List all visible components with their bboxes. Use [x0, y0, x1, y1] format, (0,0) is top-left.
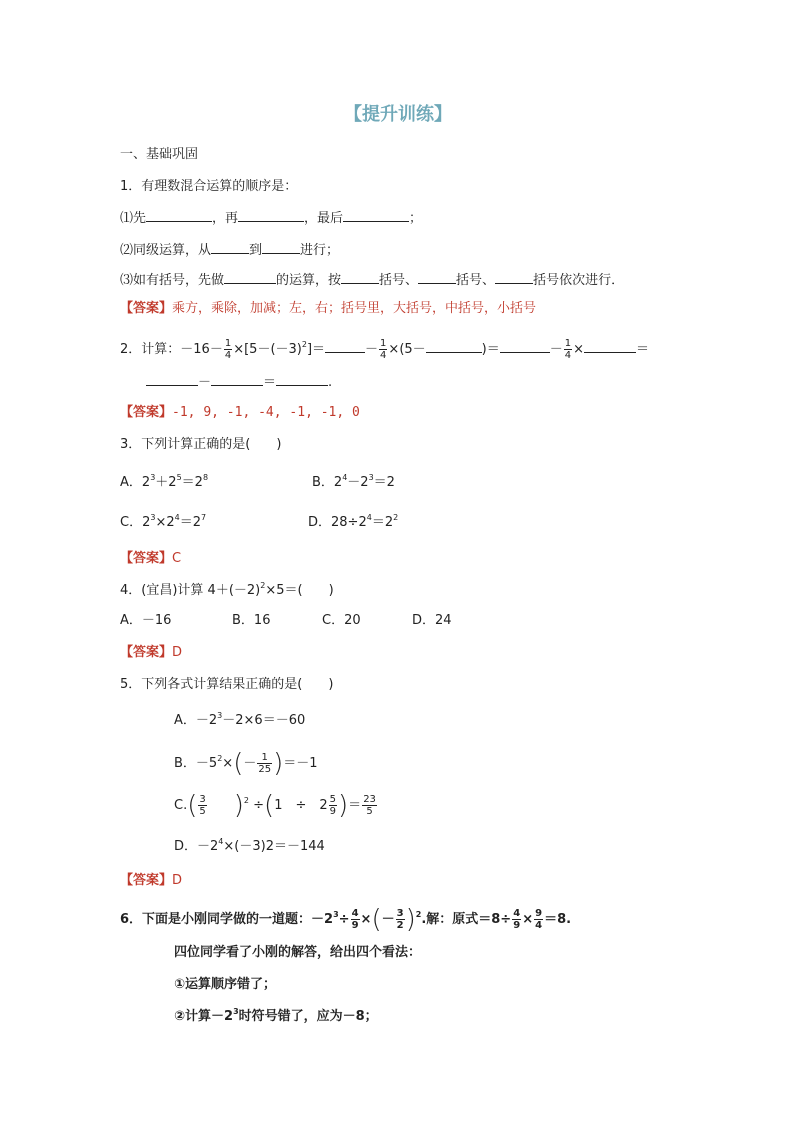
q2-line1: 2．计算：－16－ $\frac{1}{4}$ $\times[5-(-3)^2]=$ － $\frac{1}{4}$ ×(5－ )＝ － $\frac{1}{4}$ × ＝ [120, 338, 650, 361]
q3-answer [120, 550, 181, 568]
q3-stem: 3．下列计算正确的是( ) [120, 437, 282, 452]
q4-option-d[interactable]: D．24 [412, 613, 452, 628]
answer-text: D [172, 873, 183, 888]
blank[interactable] [146, 208, 212, 222]
q3-option-b[interactable]: B．$2^4-2^3=2$ [312, 473, 395, 490]
q3-option-a[interactable]: A．$2^3+2^5=2^8$ [120, 473, 209, 490]
q3-option-d[interactable]: D．$28\div 2^4=2^2$ [308, 513, 399, 530]
answer-label: 【答案】 [120, 551, 173, 566]
blank[interactable] [224, 270, 276, 284]
blank[interactable] [238, 208, 304, 222]
fraction: $\frac{1}{4}$ [380, 338, 387, 361]
blank[interactable] [262, 240, 300, 254]
q4-option-c[interactable]: C．20 [322, 613, 361, 628]
answer-text: D [172, 645, 183, 660]
fraction: $\frac{4}{9}$ [351, 908, 359, 931]
blank[interactable] [211, 372, 263, 386]
q1-line3: ⑶如有括号，先做 的运算，按 括号、 括号、 括号依次进行． [120, 270, 624, 290]
q4-option-a[interactable]: A．－16 [120, 613, 172, 628]
q1-line2: ⑵同级运算，从 到 进行； [120, 240, 339, 260]
q4-stem: 4．(宜昌)计算 $4+(-2)^2\times 5=$( ) [120, 581, 334, 598]
blank[interactable] [584, 339, 636, 353]
fraction: $\frac{1}{4}$ [564, 338, 572, 361]
fraction: $\frac{23}{5}$ [363, 794, 376, 817]
answer-label: 【答案】 [120, 301, 173, 316]
answer-text: -1, 9, -1, -4, -1, -1, 0 [172, 405, 360, 420]
q3-option-c[interactable]: C．$2^3\times 2^4=2^7$ [120, 513, 207, 530]
blank[interactable] [426, 339, 482, 353]
fraction: $\frac{5}{9}$ [329, 794, 337, 817]
blank[interactable] [343, 208, 409, 222]
q4-option-b[interactable]: B．16 [232, 613, 271, 628]
fraction: $\frac{1}{4}$ [224, 338, 232, 361]
q5-stem: 5．下列各式计算结果正确的是( ) [120, 677, 334, 692]
answer-text: C [172, 551, 182, 566]
fraction: $\frac{3}{2}$ [396, 908, 404, 931]
q6-stem: 6．下面是小刚同学做的一道题：$-2^3\div$ $\frac{4}{9}$ ×(－ $\frac{3}{2}$ )$^2$.解：原式＝8÷ $\frac{4}{9}$ × $\frac{9}{4}$ ＝8. [120, 904, 572, 935]
q1-line1: ⑴先 ，再 ，最后 ； [120, 208, 422, 228]
blank[interactable] [211, 240, 249, 254]
q1-stem: 1．有理数混合运算的顺序是： [120, 179, 298, 194]
answer-label: 【答案】 [120, 645, 173, 660]
answer-text: 乘方，乘除，加减；左，右；括号里，大括号，中括号，小括号 [172, 301, 537, 316]
blank[interactable] [495, 270, 533, 284]
blank[interactable] [276, 372, 328, 386]
fraction: $\frac{1}{25}$ [258, 752, 272, 775]
q5-option-c[interactable]: C.( $\frac{3}{5}$ )$^2$ ÷(1 ÷ 2 $\frac{5}{9}$ )＝ $\frac{23}{5}$ [174, 790, 376, 821]
q6-line3: ①运算顺序错了； [174, 977, 277, 992]
blank[interactable] [325, 339, 365, 353]
blank[interactable] [418, 270, 456, 284]
q2-line2: － ＝ . [146, 372, 332, 392]
page-title: 【提升训练】 [344, 104, 452, 125]
fraction: $\frac{9}{4}$ [535, 908, 543, 931]
q6-line4: ②计算$-2^3$时符号错了，应为－8； [174, 1007, 378, 1024]
q1-answer [120, 300, 536, 318]
q6-line2: 四位同学看了小刚的解答，给出四个看法： [174, 945, 422, 960]
q5-option-a[interactable]: A．$-2^3-2\times 6=-60$ [174, 711, 306, 728]
q5-option-d[interactable]: D．$-2^4\times(-3)2=-144$ [174, 837, 325, 854]
blank[interactable] [146, 372, 198, 386]
fraction: $\frac{4}{9}$ [513, 908, 521, 931]
q4-answer [120, 644, 182, 662]
q5-option-b[interactable]: B．$-5^2\times(-$ $\frac{1}{25}$ )＝－1 [174, 748, 318, 779]
answer-label: 【答案】 [120, 873, 173, 888]
section-heading: 一、基础巩固 [120, 147, 199, 162]
q2-answer [120, 404, 360, 422]
answer-label: 【答案】 [120, 405, 173, 420]
blank[interactable] [341, 270, 379, 284]
fraction: $\frac{3}{5}$ [199, 794, 206, 817]
q5-answer [120, 872, 182, 890]
blank[interactable] [500, 339, 550, 353]
